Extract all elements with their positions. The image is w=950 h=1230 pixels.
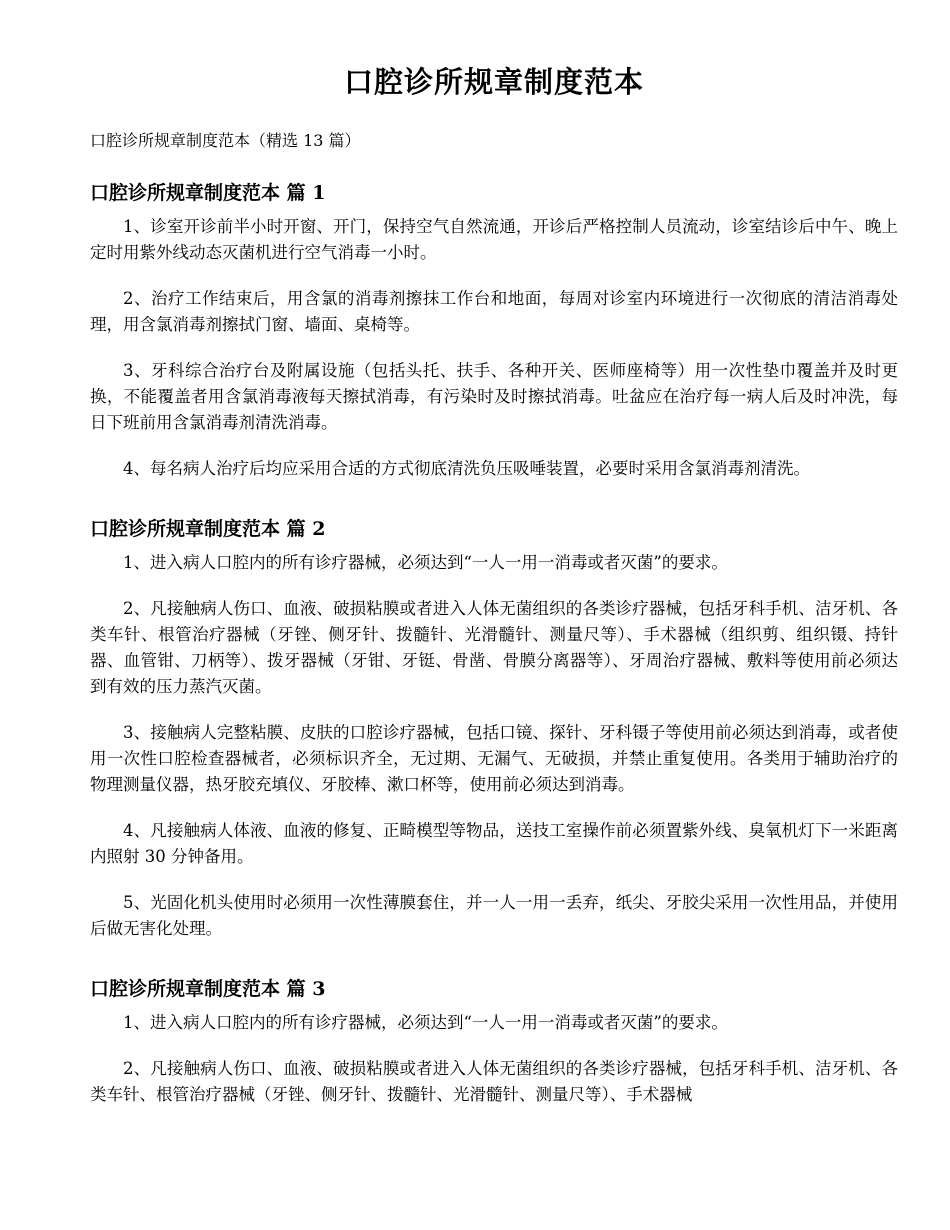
section-heading: 口腔诊所规章制度范本 篇 1 — [90, 182, 326, 204]
paragraph: 3、牙科综合治疗台及附属设施（包括头托、扶手、各种开关、医师座椅等）用一次性垫巾覆盖并及时更换，不能覆盖者用含氯消毒液每天擦拭消毒，有污染时及时擦拭消毒。吐盆应在治疗每一病人后及时冲洗，每日下班前用含氯消毒剂清洗消毒。 — [90, 361, 898, 432]
paragraph: 2、治疗工作结束后，用含氯的消毒剂擦抹工作台和地面，每周对诊室内环境进行一次彻底的清洁消毒处理，用含氯消毒剂擦拭门窗、墙面、桌椅等。 — [90, 289, 898, 334]
paragraph: 1、进入病人口腔内的所有诊疗器械，必须达到“一人一用一消毒或者灭菌”的要求。 — [123, 1013, 728, 1032]
section-3 — [90, 974, 898, 1108]
paragraph: 1、诊室开诊前半小时开窗、开门，保持空气自然流通，开诊后严格控制人员流动，诊室结诊后中午、晚上定时用紫外线动态灭菌机进行空气消毒一小时。 — [90, 217, 898, 262]
section-heading: 口腔诊所规章制度范本 篇 3 — [90, 978, 326, 1000]
paragraph: 2、凡接触病人伤口、血液、破损粘膜或者进入人体无菌组织的各类诊疗器械，包括牙科手机、洁牙机、各类车针、根管治疗器械（牙锉、侧牙针、拨髓针、光滑髓针、测量尺等）、手术器械 — [90, 1059, 898, 1104]
document-title: 口腔诊所规章制度范本 — [343, 65, 644, 99]
paragraph: 1、进入病人口腔内的所有诊疗器械，必须达到“一人一用一消毒或者灭菌”的要求。 — [123, 553, 728, 572]
paragraph: 5、光固化机头使用时必须用一次性薄膜套住，并一人一用一丢弃，纸尖、牙胶尖采用一次性用品，并使用后做无害化处理。 — [90, 893, 898, 938]
section-2 — [90, 514, 898, 942]
paragraph: 4、凡接触病人体液、血液的修复、正畸模型等物品，送技工室操作前必须置紫外线、臭氧机灯下一米距离内照射 30 分钟备用。 — [90, 821, 898, 866]
paragraph: 2、凡接触病人伤口、血液、破损粘膜或者进入人体无菌组织的各类诊疗器械，包括牙科手机、洁牙机、各类车针、根管治疗器械（牙锉、侧牙针、拨髓针、光滑髓针、测量尺等）、手术器械（组织剪、组织镊、持针器、血管钳、刀柄等）、拨牙器械（牙钳、牙铤、骨凿、骨膜分离器等）、牙周治疗器械、敷料等使用前必须达到有效的压力蒸汽灭菌。 — [90, 599, 898, 696]
paragraph: 3、接触病人完整粘膜、皮肤的口腔诊疗器械，包括口镜、探针、牙科镊子等使用前必须达到消毒，或者使用一次性口腔检查器械者，必须标识齐全，无过期、无漏气、无破损，并禁止重复使用。各类用于辅助治疗的物理测量仪器，热牙胶充填仪、牙胶棒、漱口杯等，使用前必须达到消毒。 — [90, 723, 898, 794]
paragraph: 4、每名病人治疗后均应采用合适的方式彻底清洗负压吸唾装置，必要时采用含氯消毒剂清洗。 — [123, 459, 810, 478]
section-1 — [90, 178, 898, 482]
document-subtitle: 口腔诊所规章制度范本（精选 13 篇） — [90, 131, 361, 150]
section-heading: 口腔诊所规章制度范本 篇 2 — [90, 518, 326, 540]
